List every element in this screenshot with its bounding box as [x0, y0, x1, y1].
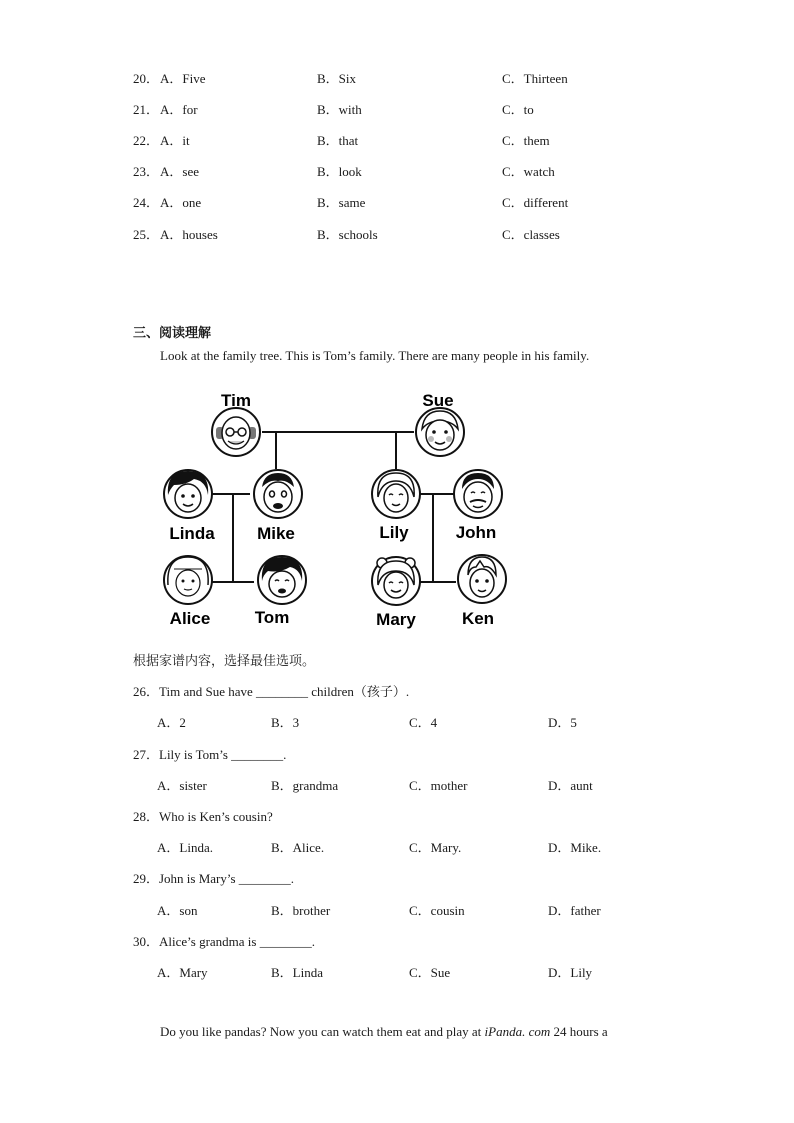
option-a: A．houses	[160, 227, 218, 242]
name-sue: Sue	[422, 391, 454, 410]
alice-portrait-icon	[164, 556, 212, 604]
question-number: 22．	[133, 133, 160, 148]
name-linda: Linda	[169, 524, 215, 543]
passage-text-cont: 24 hours a	[550, 1024, 608, 1039]
name-ken: Ken	[461, 609, 495, 628]
section-heading: 三、阅读理解	[133, 326, 212, 341]
john-portrait-icon	[454, 470, 502, 518]
question-number: 23．	[133, 164, 160, 179]
option-c: C．to	[502, 102, 534, 117]
tom-portrait-icon	[258, 556, 306, 604]
option-b: B．brother	[271, 903, 331, 918]
option-a: A．Five	[160, 71, 206, 86]
option-c: C．them	[502, 133, 550, 148]
option-b: B．that	[317, 133, 359, 148]
question-stem: 29．John is Mary’s ________.	[133, 871, 295, 886]
name-mike: Mike	[257, 524, 295, 543]
option-b: B．Alice.	[271, 840, 325, 855]
name-lily: Lily	[379, 523, 409, 542]
option-a: A．son	[157, 903, 198, 918]
family-tree-svg	[150, 385, 530, 635]
option-c: C．watch	[502, 164, 555, 179]
mary-portrait-icon	[372, 557, 420, 605]
option-a: A．one	[160, 195, 202, 210]
sue-portrait-icon	[416, 408, 464, 456]
name-tom: Tom	[254, 608, 290, 627]
option-a: A．2	[157, 715, 186, 730]
next-passage-line	[160, 1024, 608, 1040]
name-mary: Mary	[376, 610, 416, 629]
question-number: 24．	[133, 195, 160, 210]
option-a: A．Mary	[157, 965, 208, 980]
name-john: John	[455, 523, 497, 542]
passage-text: Do you like pandas? Now you can watch them eat and play at	[160, 1024, 485, 1039]
option-c: C．Thirteen	[502, 71, 568, 86]
option-d: D．Mike.	[548, 840, 602, 855]
option-b: B．Linda	[271, 965, 323, 980]
option-b: B．schools	[317, 227, 378, 242]
option-a: A．see	[160, 164, 199, 179]
option-d: D．aunt	[548, 778, 593, 793]
tree-connectors	[212, 432, 456, 582]
option-b: B．Six	[317, 71, 357, 86]
option-d: D．Lily	[548, 965, 593, 980]
family-tree-figure	[150, 385, 530, 635]
section-intro: Look at the family tree. This is Tom’s family. There are many people in his family.	[160, 348, 590, 363]
question-number: 21．	[133, 102, 160, 117]
option-a: A．Linda.	[157, 840, 213, 855]
option-b: B．same	[317, 195, 366, 210]
mike-portrait-icon	[254, 470, 302, 518]
option-a: A．for	[160, 102, 198, 117]
option-c: C．Mary.	[409, 840, 462, 855]
ken-portrait-icon	[458, 555, 506, 603]
question-number: 25．	[133, 227, 160, 242]
website-name: iPanda. com	[484, 1024, 551, 1039]
question-number: 20．	[133, 71, 160, 86]
lily-portrait-icon	[372, 470, 420, 518]
option-c: C．different	[502, 195, 569, 210]
instruction: 根据家谱内容，选择最佳选项。	[133, 654, 316, 669]
linda-portrait-icon	[164, 470, 212, 518]
option-c: C．mother	[409, 778, 468, 793]
question-stem: 30．Alice’s grandma is ________.	[133, 934, 315, 949]
option-b: B．3	[271, 715, 300, 730]
option-a: A．it	[160, 133, 190, 148]
option-d: D．5	[548, 715, 577, 730]
name-tim: Tim	[221, 391, 251, 410]
option-b: B．with	[317, 102, 362, 117]
option-a: A．sister	[157, 778, 207, 793]
question-stem: 28．Who is Ken’s cousin?	[133, 809, 273, 824]
option-c: C．cousin	[409, 903, 465, 918]
name-alice: Alice	[169, 609, 211, 628]
option-b: B．grandma	[271, 778, 339, 793]
option-c: C．Sue	[409, 965, 451, 980]
question-stem: 27．Lily is Tom’s ________.	[133, 747, 287, 762]
option-c: C．classes	[502, 227, 560, 242]
tim-portrait-icon	[212, 408, 260, 456]
option-b: B．look	[317, 164, 362, 179]
option-d: D．father	[548, 903, 601, 918]
option-c: C．4	[409, 715, 438, 730]
question-stem: 26．Tim and Sue have ________ children（孩子）.	[133, 684, 410, 699]
